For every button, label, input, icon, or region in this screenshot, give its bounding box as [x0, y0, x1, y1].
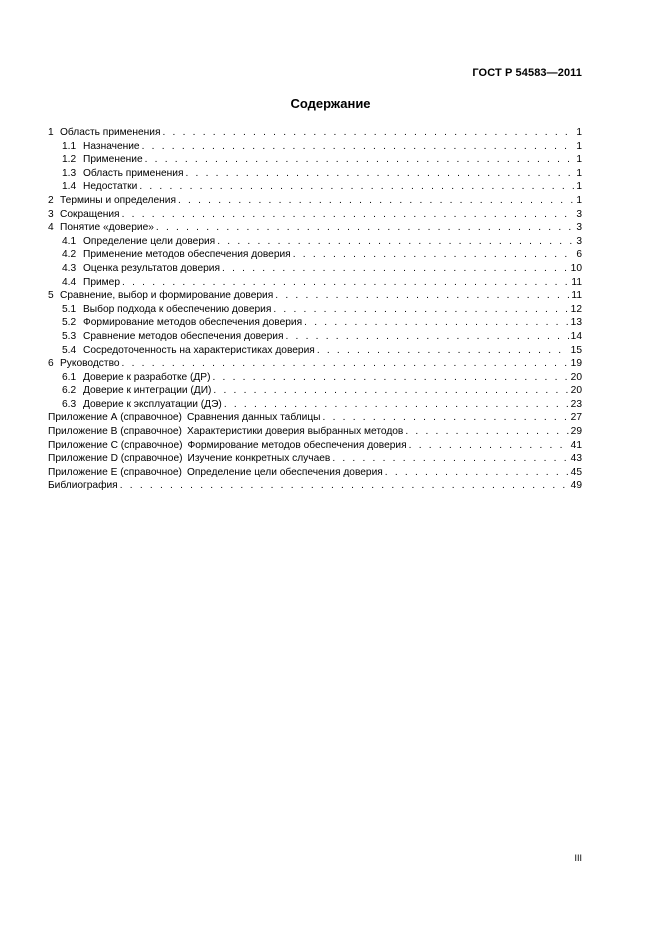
- toc-leader-dots: [145, 153, 575, 167]
- toc-entry-title: Формирование методов обеспечения доверия: [83, 317, 303, 329]
- toc-entry-number: 1.1: [62, 140, 77, 152]
- toc-entry-title: Применение: [83, 154, 143, 166]
- toc-entry-number: 6: [48, 358, 54, 370]
- toc-entry-number: 6.2: [62, 385, 77, 397]
- toc-entry[interactable]: [48, 289, 582, 303]
- toc-entry[interactable]: [48, 194, 582, 208]
- toc-entry-number: 6.1: [62, 371, 77, 383]
- toc-entry-number: 6.3: [62, 398, 77, 410]
- toc-entry[interactable]: [48, 126, 582, 140]
- toc-entry-number: 4.1: [62, 235, 77, 247]
- toc-entry-number: Приложение Е (справочное): [48, 466, 182, 478]
- toc-entry[interactable]: [48, 344, 582, 358]
- toc-entry-number: 5: [48, 290, 54, 302]
- toc-entry[interactable]: [48, 167, 582, 181]
- toc-leader-dots: [142, 140, 575, 154]
- toc-leader-dots: [122, 208, 575, 222]
- toc-entry-title: Пример: [83, 276, 121, 288]
- toc-entry-page: 23: [570, 398, 582, 410]
- toc-entry-page: 12: [570, 303, 582, 315]
- toc-entry[interactable]: [48, 452, 582, 466]
- toc-leader-dots: [213, 384, 568, 398]
- toc-leader-dots: [222, 262, 569, 276]
- toc-leader-dots: [224, 398, 569, 412]
- toc-entry-page: 1: [576, 181, 582, 193]
- toc-entry-number: Приложение В (справочное): [48, 426, 182, 438]
- toc-entry-title: Изучение конкретных случаев: [187, 453, 331, 465]
- toc-entry[interactable]: [48, 262, 582, 276]
- toc-entry-number: 5.1: [62, 303, 77, 315]
- toc-leader-dots: [323, 411, 569, 425]
- toc-entry-page: 27: [570, 412, 582, 424]
- toc-entry-page: 45: [570, 466, 582, 478]
- toc-entry-number: Приложение А (справочное): [48, 412, 182, 424]
- table-of-contents: [48, 126, 582, 493]
- toc-entry-title: Доверие к эксплуатации (ДЭ): [83, 398, 222, 410]
- toc-leader-dots: [139, 180, 574, 194]
- toc-entry[interactable]: [48, 466, 582, 480]
- toc-leader-dots: [405, 425, 568, 439]
- toc-entry-title: Библиография: [48, 480, 118, 492]
- toc-entry-number: 5.4: [62, 344, 77, 356]
- toc-entry-title: Применение методов обеспечения доверия: [83, 249, 291, 261]
- toc-entry-number: 1.4: [62, 181, 77, 193]
- toc-entry[interactable]: [48, 303, 582, 317]
- toc-entry[interactable]: [48, 411, 582, 425]
- toc-entry-page: 20: [570, 385, 582, 397]
- toc-leader-dots: [293, 248, 575, 262]
- toc-entry-number: 4: [48, 222, 54, 234]
- toc-entry-page: 11: [571, 290, 582, 302]
- toc-entry-title: Сосредоточенность на характеристиках доверия: [83, 344, 315, 356]
- toc-entry-number: Приложение D (справочное): [48, 453, 183, 465]
- toc-entry-number: 4.3: [62, 262, 77, 274]
- toc-entry-number: 4.4: [62, 276, 77, 288]
- toc-leader-dots: [273, 303, 568, 317]
- toc-entry-title: Назначение: [83, 140, 140, 152]
- toc-entry[interactable]: [48, 398, 582, 412]
- toc-entry[interactable]: [48, 221, 582, 235]
- toc-entry-title: Сравнения данных таблицы: [186, 412, 321, 424]
- toc-entry-page: 43: [570, 453, 582, 465]
- toc-entry-number: 5.2: [62, 317, 77, 329]
- toc-entry-title: Сокращения: [60, 208, 120, 220]
- toc-entry-number: Приложение С (справочное): [48, 439, 183, 451]
- toc-leader-dots: [156, 221, 574, 235]
- toc-entry[interactable]: [48, 479, 582, 493]
- toc-entry-title: Характеристики доверия выбранных методов: [186, 426, 404, 438]
- toc-entry-number: 4.2: [62, 249, 77, 261]
- toc-entry-page: 13: [570, 317, 582, 329]
- toc-entry-number: 2: [48, 194, 54, 206]
- toc-entry-number: 5.3: [62, 330, 77, 342]
- toc-entry-page: 49: [570, 480, 582, 492]
- toc-leader-dots: [178, 194, 574, 208]
- toc-entry-page: 1: [576, 140, 582, 152]
- toc-entry-page: 11: [571, 276, 582, 288]
- toc-entry[interactable]: [48, 248, 582, 262]
- toc-leader-dots: [304, 316, 569, 330]
- toc-leader-dots: [122, 276, 569, 290]
- toc-entry-title: Недостатки: [83, 181, 138, 193]
- toc-entry[interactable]: [48, 439, 582, 453]
- toc-entry-page: 14: [570, 330, 582, 342]
- toc-entry[interactable]: [48, 235, 582, 249]
- toc-entry-page: 10: [570, 262, 582, 274]
- toc-leader-dots: [185, 167, 574, 181]
- toc-leader-dots: [409, 439, 569, 453]
- toc-entry-number: 1: [48, 127, 54, 138]
- toc-entry-page: 1: [576, 167, 582, 179]
- toc-leader-dots: [275, 289, 569, 303]
- toc-entry-title: Определение цели доверия: [83, 235, 216, 247]
- toc-entry-title: Выбор подхода к обеспечению доверия: [83, 303, 272, 315]
- toc-leader-dots: [120, 479, 569, 493]
- toc-entry-page: 1: [576, 127, 582, 138]
- toc-leader-dots: [332, 452, 568, 466]
- toc-entry-page: 1: [576, 194, 582, 206]
- toc-entry-title: Определение цели обеспечения доверия: [186, 466, 383, 478]
- toc-entry-page: 15: [570, 344, 582, 356]
- toc-entry-title: Область применения: [83, 167, 184, 179]
- toc-leader-dots: [217, 235, 574, 249]
- toc-entry-number: 1.2: [62, 154, 77, 166]
- toc-entry[interactable]: [48, 384, 582, 398]
- toc-entry[interactable]: [48, 330, 582, 344]
- toc-entry-title: Сравнение методов обеспечения доверия: [83, 330, 284, 342]
- toc-entry-number: 1.3: [62, 167, 77, 179]
- toc-entry[interactable]: [48, 316, 582, 330]
- toc-entry[interactable]: [48, 208, 582, 222]
- toc-entry[interactable]: [48, 276, 582, 290]
- page-number: III: [574, 853, 582, 863]
- toc-entry-page: 41: [570, 439, 582, 451]
- toc-entry-title: Формирование методов обеспечения доверия: [187, 439, 407, 451]
- toc-entry-page: 3: [576, 208, 582, 220]
- toc-entry-page: 20: [570, 371, 582, 383]
- page-title: Содержание: [290, 96, 371, 111]
- toc-leader-dots: [213, 371, 569, 385]
- toc-entry-title: Доверие к интеграции (ДИ): [83, 385, 212, 397]
- toc-entry[interactable]: [48, 371, 582, 385]
- document-code: ГОСТ Р 54583—2011: [472, 67, 582, 79]
- toc-entry-title: Область применения: [60, 127, 161, 138]
- toc-entry-title: Оценка результатов доверия: [83, 262, 221, 274]
- toc-entry-title: Термины и определения: [60, 194, 176, 206]
- toc-entry-page: 19: [570, 358, 582, 370]
- toc-entry-page: 1: [576, 154, 582, 166]
- toc-entry[interactable]: [48, 357, 582, 371]
- toc-leader-dots: [285, 330, 568, 344]
- toc-entry-page: 3: [576, 222, 582, 234]
- toc-entry[interactable]: [48, 180, 582, 194]
- toc-leader-dots: [162, 126, 574, 140]
- toc-entry-title: Понятие «доверие»: [60, 222, 154, 234]
- toc-leader-dots: [317, 344, 569, 358]
- toc-entry[interactable]: [48, 140, 582, 154]
- toc-leader-dots: [122, 357, 569, 371]
- toc-entry-title: Сравнение, выбор и формирование доверия: [60, 290, 274, 302]
- toc-leader-dots: [385, 466, 569, 480]
- toc-entry-title: Доверие к разработке (ДР): [83, 371, 211, 383]
- toc-entry[interactable]: [48, 153, 582, 167]
- toc-entry-page: 29: [570, 426, 582, 438]
- toc-entry[interactable]: [48, 425, 582, 439]
- toc-entry-page: 6: [576, 249, 582, 261]
- toc-entry-title: Руководство: [60, 358, 120, 370]
- toc-entry-number: 3: [48, 208, 54, 220]
- toc-entry-page: 3: [576, 235, 582, 247]
